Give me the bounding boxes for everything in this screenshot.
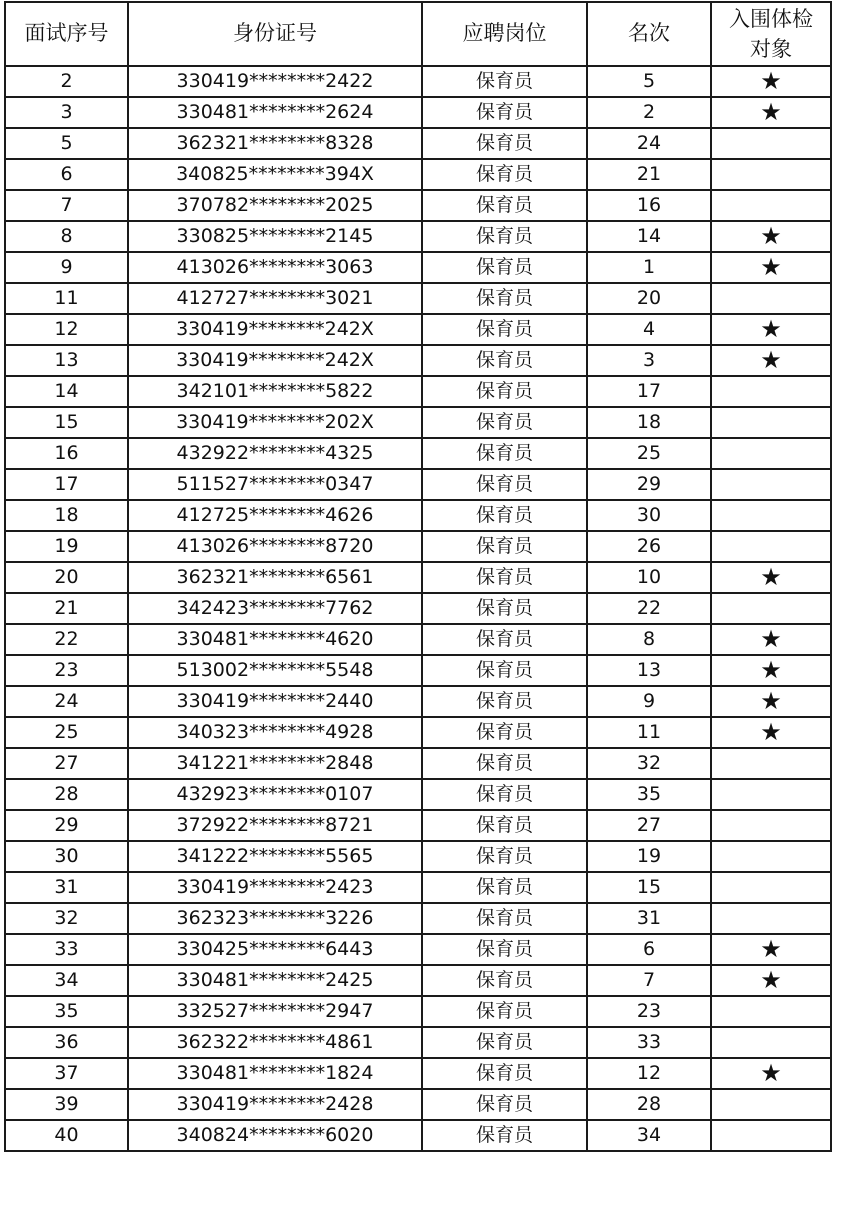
cell-rank: 19 bbox=[587, 841, 711, 872]
cell-rank: 2 bbox=[587, 97, 711, 128]
cell-interview-seq: 5 bbox=[5, 128, 128, 159]
cell-id-number: 330419********202X bbox=[128, 407, 422, 438]
cell-interview-seq: 6 bbox=[5, 159, 128, 190]
cell-interview-seq: 28 bbox=[5, 779, 128, 810]
cell-interview-seq: 11 bbox=[5, 283, 128, 314]
table-row bbox=[5, 934, 831, 965]
cell-position: 保育员 bbox=[422, 159, 587, 190]
cell-position: 保育员 bbox=[422, 500, 587, 531]
cell-shortlisted-star bbox=[711, 190, 831, 221]
table-row bbox=[5, 159, 831, 190]
cell-shortlisted-star bbox=[711, 376, 831, 407]
cell-interview-seq: 32 bbox=[5, 903, 128, 934]
cell-rank: 33 bbox=[587, 1027, 711, 1058]
cell-position: 保育员 bbox=[422, 1027, 587, 1058]
cell-shortlisted-star: ★ bbox=[711, 314, 831, 345]
cell-interview-seq: 2 bbox=[5, 66, 128, 97]
cell-position: 保育员 bbox=[422, 407, 587, 438]
table-header bbox=[5, 2, 831, 66]
cell-rank: 34 bbox=[587, 1120, 711, 1151]
cell-shortlisted-star: ★ bbox=[711, 934, 831, 965]
cell-id-number: 330419********242X bbox=[128, 314, 422, 345]
cell-position: 保育员 bbox=[422, 655, 587, 686]
cell-id-number: 332527********2947 bbox=[128, 996, 422, 1027]
cell-id-number: 362323********3226 bbox=[128, 903, 422, 934]
cell-interview-seq: 29 bbox=[5, 810, 128, 841]
cell-rank: 17 bbox=[587, 376, 711, 407]
cell-rank: 4 bbox=[587, 314, 711, 345]
cell-interview-seq: 17 bbox=[5, 469, 128, 500]
cell-position: 保育员 bbox=[422, 717, 587, 748]
cell-shortlisted-star: ★ bbox=[711, 1058, 831, 1089]
cell-rank: 8 bbox=[587, 624, 711, 655]
cell-rank: 28 bbox=[587, 1089, 711, 1120]
cell-id-number: 330481********4620 bbox=[128, 624, 422, 655]
candidate-table bbox=[4, 1, 832, 1152]
cell-shortlisted-star bbox=[711, 1027, 831, 1058]
cell-position: 保育员 bbox=[422, 97, 587, 128]
table-row bbox=[5, 345, 831, 376]
cell-shortlisted-star bbox=[711, 283, 831, 314]
cell-rank: 13 bbox=[587, 655, 711, 686]
cell-shortlisted-star bbox=[711, 531, 831, 562]
cell-id-number: 511527********0347 bbox=[128, 469, 422, 500]
cell-shortlisted-star: ★ bbox=[711, 686, 831, 717]
cell-interview-seq: 37 bbox=[5, 1058, 128, 1089]
cell-shortlisted-star bbox=[711, 748, 831, 779]
table-row bbox=[5, 1058, 831, 1089]
header-shortlisted-line2: 对象 bbox=[750, 37, 792, 61]
cell-interview-seq: 3 bbox=[5, 97, 128, 128]
cell-rank: 30 bbox=[587, 500, 711, 531]
table-row bbox=[5, 624, 831, 655]
cell-shortlisted-star bbox=[711, 872, 831, 903]
cell-interview-seq: 15 bbox=[5, 407, 128, 438]
cell-rank: 5 bbox=[587, 66, 711, 97]
cell-id-number: 342101********5822 bbox=[128, 376, 422, 407]
cell-interview-seq: 18 bbox=[5, 500, 128, 531]
cell-id-number: 340825********394X bbox=[128, 159, 422, 190]
cell-interview-seq: 34 bbox=[5, 965, 128, 996]
cell-rank: 6 bbox=[587, 934, 711, 965]
cell-rank: 12 bbox=[587, 1058, 711, 1089]
cell-rank: 32 bbox=[587, 748, 711, 779]
cell-id-number: 330825********2145 bbox=[128, 221, 422, 252]
cell-id-number: 362321********8328 bbox=[128, 128, 422, 159]
table-row bbox=[5, 407, 831, 438]
header-id-number: 身份证号 bbox=[128, 2, 422, 66]
cell-id-number: 341221********2848 bbox=[128, 748, 422, 779]
cell-shortlisted-star bbox=[711, 500, 831, 531]
table-row bbox=[5, 810, 831, 841]
cell-id-number: 362322********4861 bbox=[128, 1027, 422, 1058]
cell-shortlisted-star bbox=[711, 128, 831, 159]
table-row bbox=[5, 872, 831, 903]
cell-shortlisted-star bbox=[711, 407, 831, 438]
cell-rank: 31 bbox=[587, 903, 711, 934]
cell-interview-seq: 27 bbox=[5, 748, 128, 779]
cell-position: 保育员 bbox=[422, 66, 587, 97]
cell-id-number: 342423********7762 bbox=[128, 593, 422, 624]
cell-id-number: 330481********2425 bbox=[128, 965, 422, 996]
cell-rank: 26 bbox=[587, 531, 711, 562]
cell-id-number: 330425********6443 bbox=[128, 934, 422, 965]
cell-interview-seq: 19 bbox=[5, 531, 128, 562]
cell-interview-seq: 23 bbox=[5, 655, 128, 686]
cell-position: 保育员 bbox=[422, 252, 587, 283]
cell-position: 保育员 bbox=[422, 593, 587, 624]
table-row bbox=[5, 531, 831, 562]
table-row bbox=[5, 66, 831, 97]
cell-interview-seq: 35 bbox=[5, 996, 128, 1027]
cell-id-number: 372922********8721 bbox=[128, 810, 422, 841]
cell-interview-seq: 39 bbox=[5, 1089, 128, 1120]
table-row bbox=[5, 314, 831, 345]
table-row bbox=[5, 593, 831, 624]
cell-shortlisted-star: ★ bbox=[711, 624, 831, 655]
table-row bbox=[5, 965, 831, 996]
cell-position: 保育员 bbox=[422, 841, 587, 872]
cell-interview-seq: 12 bbox=[5, 314, 128, 345]
cell-position: 保育员 bbox=[422, 903, 587, 934]
cell-rank: 21 bbox=[587, 159, 711, 190]
cell-id-number: 362321********6561 bbox=[128, 562, 422, 593]
cell-shortlisted-star bbox=[711, 810, 831, 841]
cell-shortlisted-star: ★ bbox=[711, 717, 831, 748]
cell-position: 保育员 bbox=[422, 221, 587, 252]
cell-rank: 14 bbox=[587, 221, 711, 252]
table-row bbox=[5, 748, 831, 779]
cell-rank: 10 bbox=[587, 562, 711, 593]
cell-interview-seq: 20 bbox=[5, 562, 128, 593]
table-row bbox=[5, 655, 831, 686]
cell-shortlisted-star: ★ bbox=[711, 252, 831, 283]
header-position: 应聘岗位 bbox=[422, 2, 587, 66]
cell-shortlisted-star: ★ bbox=[711, 221, 831, 252]
header-rank: 名次 bbox=[587, 2, 711, 66]
header-row bbox=[5, 2, 831, 66]
cell-rank: 25 bbox=[587, 438, 711, 469]
cell-shortlisted-star bbox=[711, 779, 831, 810]
cell-position: 保育员 bbox=[422, 1089, 587, 1120]
table-row bbox=[5, 1120, 831, 1151]
table-row bbox=[5, 469, 831, 500]
cell-shortlisted-star bbox=[711, 996, 831, 1027]
cell-rank: 1 bbox=[587, 252, 711, 283]
cell-interview-seq: 16 bbox=[5, 438, 128, 469]
cell-shortlisted-star bbox=[711, 903, 831, 934]
cell-position: 保育员 bbox=[422, 283, 587, 314]
cell-interview-seq: 8 bbox=[5, 221, 128, 252]
cell-interview-seq: 30 bbox=[5, 841, 128, 872]
header-interview-seq: 面试序号 bbox=[5, 2, 128, 66]
cell-interview-seq: 9 bbox=[5, 252, 128, 283]
cell-position: 保育员 bbox=[422, 872, 587, 903]
cell-id-number: 330419********2428 bbox=[128, 1089, 422, 1120]
cell-id-number: 413026********8720 bbox=[128, 531, 422, 562]
cell-shortlisted-star: ★ bbox=[711, 97, 831, 128]
cell-shortlisted-star bbox=[711, 469, 831, 500]
cell-interview-seq: 33 bbox=[5, 934, 128, 965]
cell-id-number: 432922********4325 bbox=[128, 438, 422, 469]
table-row bbox=[5, 562, 831, 593]
cell-position: 保育员 bbox=[422, 779, 587, 810]
cell-interview-seq: 13 bbox=[5, 345, 128, 376]
table-row bbox=[5, 1089, 831, 1120]
table-row bbox=[5, 779, 831, 810]
cell-shortlisted-star bbox=[711, 438, 831, 469]
cell-rank: 22 bbox=[587, 593, 711, 624]
cell-id-number: 340824********6020 bbox=[128, 1120, 422, 1151]
table-row bbox=[5, 686, 831, 717]
header-shortlisted-line1: 入围体检 bbox=[729, 6, 813, 31]
cell-position: 保育员 bbox=[422, 128, 587, 159]
cell-position: 保育员 bbox=[422, 810, 587, 841]
cell-rank: 20 bbox=[587, 283, 711, 314]
table-row bbox=[5, 841, 831, 872]
cell-position: 保育员 bbox=[422, 438, 587, 469]
cell-rank: 18 bbox=[587, 407, 711, 438]
cell-shortlisted-star: ★ bbox=[711, 655, 831, 686]
cell-id-number: 341222********5565 bbox=[128, 841, 422, 872]
table-row bbox=[5, 717, 831, 748]
table-row bbox=[5, 190, 831, 221]
cell-rank: 35 bbox=[587, 779, 711, 810]
cell-id-number: 330419********2440 bbox=[128, 686, 422, 717]
cell-interview-seq: 22 bbox=[5, 624, 128, 655]
table-row bbox=[5, 283, 831, 314]
cell-position: 保育员 bbox=[422, 345, 587, 376]
table-row bbox=[5, 221, 831, 252]
cell-shortlisted-star bbox=[711, 159, 831, 190]
cell-id-number: 412725********4626 bbox=[128, 500, 422, 531]
cell-position: 保育员 bbox=[422, 1120, 587, 1151]
table-row bbox=[5, 128, 831, 159]
cell-shortlisted-star bbox=[711, 841, 831, 872]
table-row bbox=[5, 376, 831, 407]
table-row bbox=[5, 438, 831, 469]
cell-rank: 23 bbox=[587, 996, 711, 1027]
cell-position: 保育员 bbox=[422, 965, 587, 996]
cell-interview-seq: 36 bbox=[5, 1027, 128, 1058]
cell-rank: 24 bbox=[587, 128, 711, 159]
cell-id-number: 340323********4928 bbox=[128, 717, 422, 748]
cell-id-number: 330419********2422 bbox=[128, 66, 422, 97]
cell-id-number: 330481********1824 bbox=[128, 1058, 422, 1089]
cell-shortlisted-star: ★ bbox=[711, 66, 831, 97]
table-row bbox=[5, 252, 831, 283]
table-row bbox=[5, 97, 831, 128]
cell-position: 保育员 bbox=[422, 996, 587, 1027]
cell-position: 保育员 bbox=[422, 686, 587, 717]
cell-position: 保育员 bbox=[422, 562, 587, 593]
cell-shortlisted-star: ★ bbox=[711, 345, 831, 376]
cell-position: 保育员 bbox=[422, 376, 587, 407]
table-row bbox=[5, 996, 831, 1027]
cell-rank: 7 bbox=[587, 965, 711, 996]
cell-position: 保育员 bbox=[422, 1058, 587, 1089]
cell-position: 保育员 bbox=[422, 531, 587, 562]
table-row bbox=[5, 500, 831, 531]
cell-id-number: 412727********3021 bbox=[128, 283, 422, 314]
cell-shortlisted-star: ★ bbox=[711, 965, 831, 996]
cell-interview-seq: 24 bbox=[5, 686, 128, 717]
cell-position: 保育员 bbox=[422, 748, 587, 779]
cell-interview-seq: 14 bbox=[5, 376, 128, 407]
cell-rank: 29 bbox=[587, 469, 711, 500]
cell-position: 保育员 bbox=[422, 190, 587, 221]
cell-shortlisted-star: ★ bbox=[711, 562, 831, 593]
cell-position: 保育员 bbox=[422, 624, 587, 655]
cell-id-number: 330419********242X bbox=[128, 345, 422, 376]
cell-interview-seq: 31 bbox=[5, 872, 128, 903]
header-shortlisted bbox=[711, 2, 831, 66]
cell-id-number: 513002********5548 bbox=[128, 655, 422, 686]
cell-position: 保育员 bbox=[422, 469, 587, 500]
cell-shortlisted-star bbox=[711, 1089, 831, 1120]
cell-id-number: 330419********2423 bbox=[128, 872, 422, 903]
cell-id-number: 413026********3063 bbox=[128, 252, 422, 283]
cell-shortlisted-star bbox=[711, 593, 831, 624]
cell-id-number: 370782********2025 bbox=[128, 190, 422, 221]
cell-id-number: 432923********0107 bbox=[128, 779, 422, 810]
cell-id-number: 330481********2624 bbox=[128, 97, 422, 128]
cell-position: 保育员 bbox=[422, 314, 587, 345]
cell-position: 保育员 bbox=[422, 934, 587, 965]
table-body bbox=[5, 66, 831, 1151]
table-row bbox=[5, 903, 831, 934]
cell-interview-seq: 21 bbox=[5, 593, 128, 624]
cell-rank: 27 bbox=[587, 810, 711, 841]
cell-rank: 15 bbox=[587, 872, 711, 903]
cell-rank: 3 bbox=[587, 345, 711, 376]
cell-rank: 16 bbox=[587, 190, 711, 221]
table-row bbox=[5, 1027, 831, 1058]
cell-shortlisted-star bbox=[711, 1120, 831, 1151]
cell-interview-seq: 7 bbox=[5, 190, 128, 221]
cell-interview-seq: 40 bbox=[5, 1120, 128, 1151]
cell-interview-seq: 25 bbox=[5, 717, 128, 748]
cell-rank: 9 bbox=[587, 686, 711, 717]
cell-rank: 11 bbox=[587, 717, 711, 748]
